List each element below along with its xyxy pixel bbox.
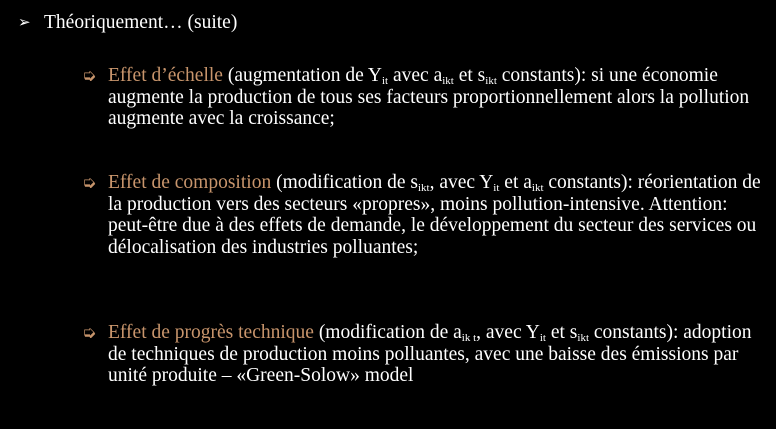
heading-text: Théoriquement… (suite): [44, 12, 238, 33]
item-text: Effet de composition (modification de $s_{ikt}$, avec $Y_{it}$ et $a_{ikt}$ constants): réorientation de la production vers des secteurs «propres», moins pollution-intensive. Attention: peut-être due à des effets de demande, le développement du secteur des services ou délocalisation des industries polluantes;: [108, 172, 761, 258]
arrowhead-bullet-icon: ➢: [18, 15, 31, 31]
item-term: Effet d’échelle: [108, 65, 223, 86]
item-text: Effet d’échelle (augmentation de $Y_{it}$ avec $a_{ikt}$ et $s_{ikt}$ constants): si une économie augmente la production de tous ses facteurs proportionnellement alors la pollution augmente avec la croissance;: [108, 65, 750, 129]
arrow-bullet-icon: ➭: [82, 66, 97, 85]
item-term: Effet de composition: [108, 172, 272, 193]
list-item-scale-effect: [82, 65, 772, 130]
list-item-composition-effect: [82, 172, 772, 258]
list-item-technical-progress-effect: [82, 322, 772, 387]
item-term: Effet de progrès technique: [108, 322, 314, 343]
arrow-bullet-icon: ➭: [82, 323, 97, 342]
arrow-bullet-icon: ➭: [82, 173, 97, 192]
slide-heading: [18, 11, 237, 35]
item-text: Effet de progrès technique (modification de $a_{ik t}$, avec $Y_{it}$ et $s_{ikt}$ constants): adoption de techniques de production moins polluantes, avec une baisse des émissions par unité produite – «Green-Solow» model: [108, 322, 752, 386]
